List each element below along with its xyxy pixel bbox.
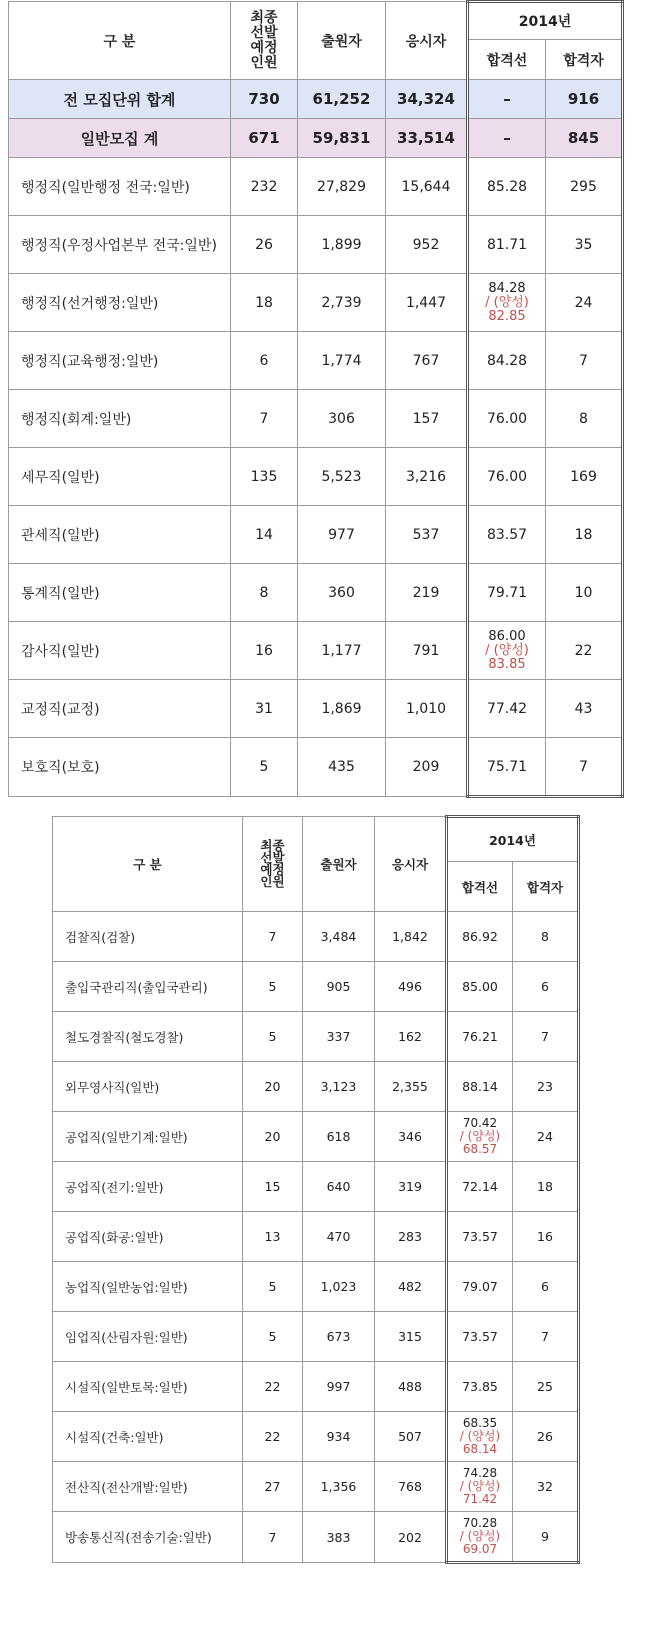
row-passers: 24 — [546, 274, 623, 332]
row-planned: 20 — [243, 1062, 303, 1112]
row-cutoff: 84.28 — [468, 332, 546, 390]
table-row — [9, 390, 623, 448]
row-cutoff: 72.14 — [447, 1162, 513, 1212]
gender-balance-label: / (양성) — [485, 642, 529, 658]
row-name: 시설직(일반토목:일반) — [53, 1362, 243, 1412]
cutoff-value: 86.00 — [488, 628, 526, 644]
row-examinees: 952 — [386, 216, 468, 274]
row-examinees: 1,842 — [375, 912, 447, 962]
recruitment-table-2 — [52, 815, 580, 1564]
row-examinees: 1,447 — [386, 274, 468, 332]
row-planned: 13 — [243, 1212, 303, 1262]
row-passers: 6 — [513, 962, 579, 1012]
row-name: 세무직(일반) — [9, 448, 231, 506]
gender-balance-cutoff: 82.85 — [488, 308, 526, 324]
row-examinees: 488 — [375, 1362, 447, 1412]
row-cutoff: 81.71 — [468, 216, 546, 274]
header-cutoff: 합격선 — [447, 862, 513, 912]
row-passers: 6 — [513, 1262, 579, 1312]
table-row — [9, 216, 623, 274]
row-planned: 6 — [231, 332, 298, 390]
row-applicants: 905 — [303, 962, 375, 1012]
header-year: 2014년 — [468, 2, 623, 40]
row-examinees: 162 — [375, 1012, 447, 1062]
header-passers: 합격자 — [513, 862, 579, 912]
row-applicants: 997 — [303, 1362, 375, 1412]
row-cutoff: 77.42 — [468, 680, 546, 738]
row-planned: 671 — [231, 119, 298, 158]
row-applicants: 1,023 — [303, 1262, 375, 1312]
row-passers: 8 — [546, 390, 623, 448]
row-examinees: 507 — [375, 1412, 447, 1462]
row-cutoff: 85.00 — [447, 962, 513, 1012]
row-examinees: 209 — [386, 738, 468, 797]
row-planned: 730 — [231, 80, 298, 119]
cutoff-split — [448, 1467, 512, 1506]
header-planned-line: 예정 — [250, 39, 278, 56]
header-planned-lines — [243, 840, 302, 888]
row-cutoff: 88.14 — [447, 1062, 513, 1112]
row-cutoff: 73.57 — [447, 1312, 513, 1362]
row-planned: 5 — [243, 1312, 303, 1362]
row-passers: 169 — [546, 448, 623, 506]
row-name: 방송통신직(전송기술:일반) — [53, 1512, 243, 1563]
row-applicants: 934 — [303, 1412, 375, 1462]
cutoff-split — [469, 630, 545, 672]
row-planned: 7 — [243, 1512, 303, 1563]
row-passers: 18 — [513, 1162, 579, 1212]
table-row — [53, 1462, 579, 1512]
header-planned-line: 선발 — [260, 850, 285, 865]
row-planned: 7 — [231, 390, 298, 448]
row-passers: 8 — [513, 912, 579, 962]
table-row — [9, 506, 623, 564]
header-planned-lines — [231, 11, 297, 71]
header-cutoff: 합격선 — [468, 40, 546, 80]
gender-balance-cutoff: 71.42 — [462, 1492, 498, 1506]
cutoff-split — [448, 1117, 512, 1156]
row-planned: 22 — [243, 1412, 303, 1462]
row-applicants: 337 — [303, 1012, 375, 1062]
row-examinees: 482 — [375, 1262, 447, 1312]
row-applicants: 640 — [303, 1162, 375, 1212]
row-name: 임업직(산림자원:일반) — [53, 1312, 243, 1362]
cutoff-value: 70.42 — [462, 1116, 498, 1130]
row-examinees: 767 — [386, 332, 468, 390]
row-planned: 20 — [243, 1112, 303, 1162]
row-planned: 31 — [231, 680, 298, 738]
row-examinees: 537 — [386, 506, 468, 564]
row-examinees: 768 — [375, 1462, 447, 1512]
header-planned-line: 인원 — [250, 54, 278, 71]
row-examinees: 15,644 — [386, 158, 468, 216]
row-passers: 916 — [546, 80, 623, 119]
row-planned: 7 — [243, 912, 303, 962]
cutoff-split — [448, 1517, 512, 1556]
row-applicants: 2,739 — [298, 274, 386, 332]
cutoff-split — [469, 282, 545, 324]
row-applicants: 360 — [298, 564, 386, 622]
row-name: 공업직(화공:일반) — [53, 1212, 243, 1262]
table-row — [53, 1512, 579, 1563]
row-applicants: 470 — [303, 1212, 375, 1262]
row-passers: 22 — [546, 622, 623, 680]
row-name: 관세직(일반) — [9, 506, 231, 564]
row-passers: 25 — [513, 1362, 579, 1412]
row-name: 검찰직(검찰) — [53, 912, 243, 962]
row-cutoff — [447, 1112, 513, 1162]
row-planned: 16 — [231, 622, 298, 680]
table-row — [9, 564, 623, 622]
table-row — [53, 1212, 579, 1262]
row-examinees: 319 — [375, 1162, 447, 1212]
row-name: 전산직(전산개발:일반) — [53, 1462, 243, 1512]
table-row — [9, 274, 623, 332]
row-passers: 7 — [513, 1012, 579, 1062]
header-applicants: 출원자 — [303, 817, 375, 912]
row-name: 통계직(일반) — [9, 564, 231, 622]
gender-balance-label: / (양성) — [459, 1479, 501, 1493]
row-planned: 5 — [243, 1262, 303, 1312]
row-planned: 15 — [243, 1162, 303, 1212]
row-name: 행정직(일반행정 전국:일반) — [9, 158, 231, 216]
row-name: 출입국관리직(출입국관리) — [53, 962, 243, 1012]
row-applicants: 27,829 — [298, 158, 386, 216]
table-row — [9, 680, 623, 738]
row-passers: 7 — [546, 332, 623, 390]
table-row — [9, 622, 623, 680]
header-planned-line: 선발 — [250, 24, 278, 41]
cutoff-value: 68.35 — [462, 1416, 498, 1430]
gender-balance-label: / (양성) — [485, 294, 529, 310]
table-row — [53, 1162, 579, 1212]
row-planned: 26 — [231, 216, 298, 274]
row-cutoff: 86.92 — [447, 912, 513, 962]
row-examinees: 3,216 — [386, 448, 468, 506]
row-passers: 24 — [513, 1112, 579, 1162]
row-name: 행정직(교육행정:일반) — [9, 332, 231, 390]
row-applicants: 383 — [303, 1512, 375, 1563]
row-examinees: 33,514 — [386, 119, 468, 158]
row-name: 공업직(일반기계:일반) — [53, 1112, 243, 1162]
row-passers: 845 — [546, 119, 623, 158]
header-examinees: 응시자 — [375, 817, 447, 912]
row-examinees: 157 — [386, 390, 468, 448]
gender-balance-cutoff: 68.57 — [462, 1142, 498, 1156]
row-planned: 14 — [231, 506, 298, 564]
row-applicants: 306 — [298, 390, 386, 448]
table-row — [53, 962, 579, 1012]
row-name: 일반모집 계 — [9, 119, 231, 158]
header-planned-line: 최종 — [250, 9, 278, 26]
header-category: 구 분 — [53, 817, 243, 912]
row-name: 보호직(보호) — [9, 738, 231, 797]
row-applicants: 5,523 — [298, 448, 386, 506]
row-applicants: 59,831 — [298, 119, 386, 158]
general-total-row — [9, 119, 623, 158]
row-passers: 9 — [513, 1512, 579, 1563]
header-planned — [231, 2, 298, 80]
header-planned — [243, 817, 303, 912]
row-applicants: 435 — [298, 738, 386, 797]
row-applicants: 61,252 — [298, 80, 386, 119]
table-row — [9, 738, 623, 797]
row-applicants: 618 — [303, 1112, 375, 1162]
row-cutoff: – — [468, 80, 546, 119]
row-examinees: 34,324 — [386, 80, 468, 119]
recruitment-table-1 — [8, 0, 624, 798]
row-applicants: 3,123 — [303, 1062, 375, 1112]
table-row — [53, 1012, 579, 1062]
row-applicants: 1,356 — [303, 1462, 375, 1512]
row-cutoff — [468, 622, 546, 680]
header-applicants: 출원자 — [298, 2, 386, 80]
row-cutoff: 85.28 — [468, 158, 546, 216]
header-passers: 합격자 — [546, 40, 623, 80]
row-name: 전 모집단위 합계 — [9, 80, 231, 119]
row-passers: 43 — [546, 680, 623, 738]
row-applicants: 1,869 — [298, 680, 386, 738]
row-name: 행정직(회계:일반) — [9, 390, 231, 448]
row-passers: 7 — [513, 1312, 579, 1362]
table-row — [53, 1262, 579, 1312]
header-category: 구 분 — [9, 2, 231, 80]
gender-balance-cutoff: 83.85 — [488, 656, 526, 672]
row-passers: 16 — [513, 1212, 579, 1262]
table-row — [9, 332, 623, 390]
row-passers: 7 — [546, 738, 623, 797]
cutoff-split — [448, 1417, 512, 1456]
row-applicants: 977 — [298, 506, 386, 564]
total-row — [9, 80, 623, 119]
row-passers: 18 — [546, 506, 623, 564]
row-examinees: 1,010 — [386, 680, 468, 738]
row-planned: 22 — [243, 1362, 303, 1412]
row-planned: 5 — [243, 962, 303, 1012]
row-examinees: 202 — [375, 1512, 447, 1563]
row-passers: 23 — [513, 1062, 579, 1112]
cutoff-value: 84.28 — [488, 280, 526, 296]
row-cutoff — [447, 1462, 513, 1512]
row-cutoff: 73.85 — [447, 1362, 513, 1412]
row-cutoff: 79.71 — [468, 564, 546, 622]
row-cutoff: 76.21 — [447, 1012, 513, 1062]
gender-balance-label: / (양성) — [459, 1529, 501, 1543]
row-cutoff: 73.57 — [447, 1212, 513, 1262]
row-name: 감사직(일반) — [9, 622, 231, 680]
row-cutoff: 79.07 — [447, 1262, 513, 1312]
row-name: 공업직(전기:일반) — [53, 1162, 243, 1212]
row-applicants: 1,899 — [298, 216, 386, 274]
row-passers: 295 — [546, 158, 623, 216]
row-examinees: 496 — [375, 962, 447, 1012]
row-cutoff: 83.57 — [468, 506, 546, 564]
table-row — [53, 1312, 579, 1362]
row-name: 외무영사직(일반) — [53, 1062, 243, 1112]
row-planned: 5 — [231, 738, 298, 797]
row-applicants: 673 — [303, 1312, 375, 1362]
table-row — [53, 1062, 579, 1112]
row-applicants: 1,177 — [298, 622, 386, 680]
header-year: 2014년 — [447, 817, 579, 862]
row-cutoff — [447, 1412, 513, 1462]
row-planned: 18 — [231, 274, 298, 332]
row-examinees: 219 — [386, 564, 468, 622]
row-examinees: 791 — [386, 622, 468, 680]
gender-balance-cutoff: 69.07 — [462, 1542, 498, 1556]
row-passers: 32 — [513, 1462, 579, 1512]
gender-balance-label: / (양성) — [459, 1429, 501, 1443]
row-name: 농업직(일반농업:일반) — [53, 1262, 243, 1312]
header-examinees: 응시자 — [386, 2, 468, 80]
cutoff-value: 74.28 — [462, 1466, 498, 1480]
row-cutoff — [447, 1512, 513, 1563]
table-row — [53, 1362, 579, 1412]
row-cutoff: 76.00 — [468, 390, 546, 448]
row-cutoff: – — [468, 119, 546, 158]
row-passers: 10 — [546, 564, 623, 622]
row-name: 철도경찰직(철도경찰) — [53, 1012, 243, 1062]
row-applicants: 1,774 — [298, 332, 386, 390]
row-applicants: 3,484 — [303, 912, 375, 962]
table-row — [53, 912, 579, 962]
row-name: 교정직(교정) — [9, 680, 231, 738]
row-planned: 5 — [243, 1012, 303, 1062]
header-planned-line: 최종 — [260, 838, 285, 853]
row-examinees: 2,355 — [375, 1062, 447, 1112]
row-examinees: 346 — [375, 1112, 447, 1162]
row-planned: 27 — [243, 1462, 303, 1512]
row-planned: 135 — [231, 448, 298, 506]
table-row — [53, 1412, 579, 1462]
gender-balance-cutoff: 68.14 — [462, 1442, 498, 1456]
row-name: 행정직(우정사업본부 전국:일반) — [9, 216, 231, 274]
table-row — [9, 448, 623, 506]
header-planned-line: 인원 — [260, 874, 285, 889]
row-planned: 8 — [231, 564, 298, 622]
row-name: 행정직(선거행정:일반) — [9, 274, 231, 332]
row-examinees: 283 — [375, 1212, 447, 1262]
row-examinees: 315 — [375, 1312, 447, 1362]
row-cutoff: 76.00 — [468, 448, 546, 506]
cutoff-value: 70.28 — [462, 1516, 498, 1530]
header-planned-line: 예정 — [260, 862, 285, 877]
table-row — [53, 1112, 579, 1162]
row-cutoff: 75.71 — [468, 738, 546, 797]
gender-balance-label: / (양성) — [459, 1129, 501, 1143]
row-passers: 35 — [546, 216, 623, 274]
row-name: 시설직(건축:일반) — [53, 1412, 243, 1462]
row-cutoff — [468, 274, 546, 332]
row-planned: 232 — [231, 158, 298, 216]
table-row — [9, 158, 623, 216]
row-passers: 26 — [513, 1412, 579, 1462]
